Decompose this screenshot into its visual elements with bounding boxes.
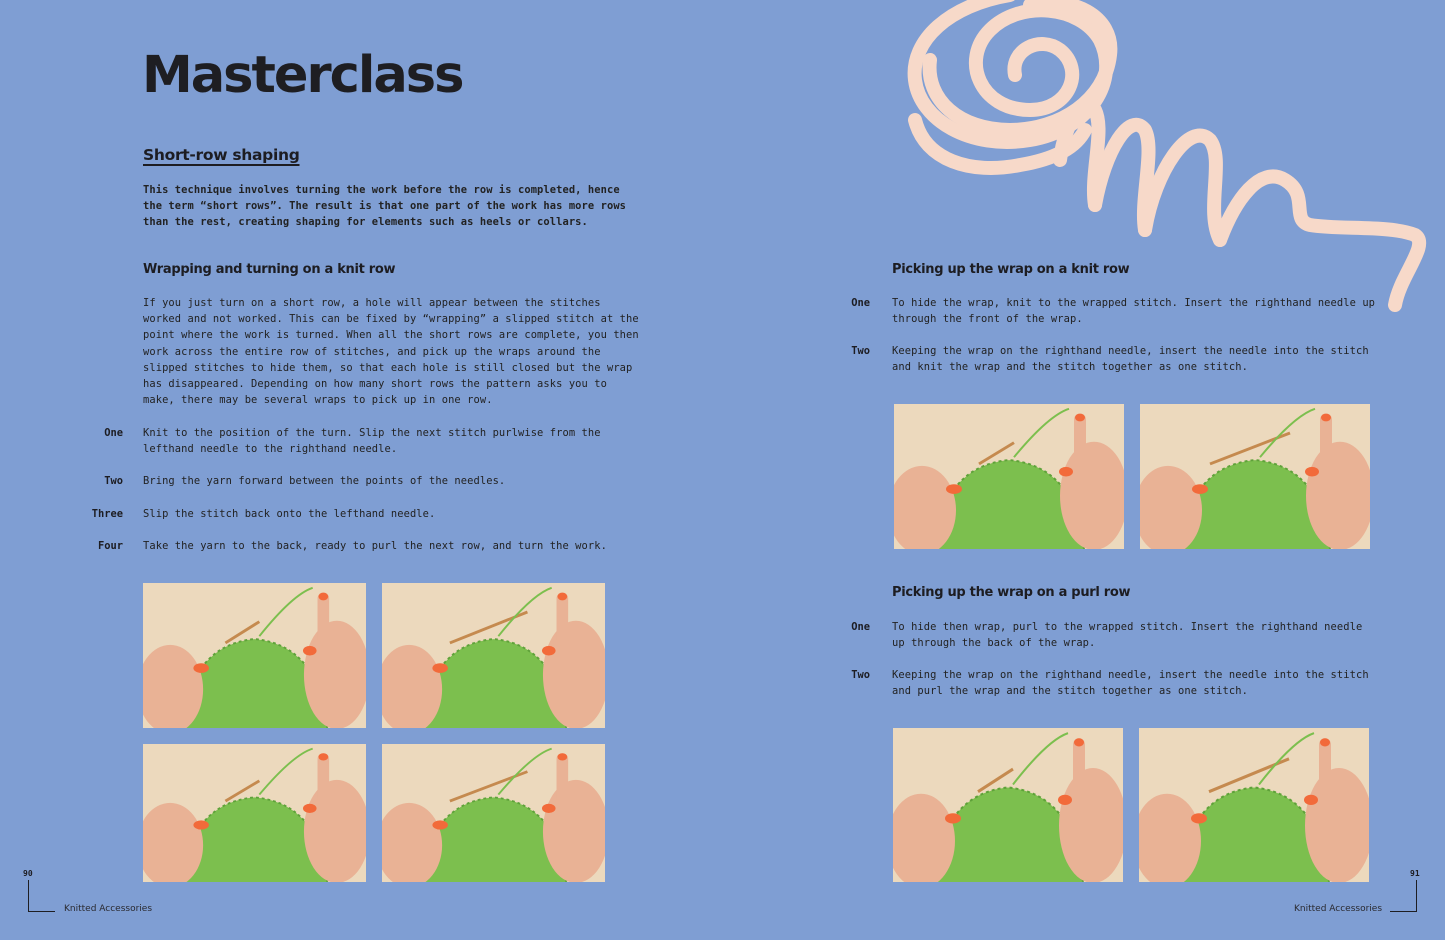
page-number: 91 (1410, 869, 1420, 878)
knitting-photo (143, 583, 366, 728)
heading-knit-row-pickup: Picking up the wrap on a knit row (892, 262, 1130, 277)
knitting-photo (893, 728, 1123, 882)
step-text: To hide then wrap, purl to the wrapped stitch. Insert the righthand needle up through the back of the wrap. (892, 621, 1363, 650)
knitting-photo (1140, 404, 1370, 549)
body-paragraph: If you just turn on a short row, a hole will appear between the stitches worked and not worked. This can be fixed by “wrapping” a slipped stitch at the point where the work is turned. When all the short rows are complete, you then work across the entire row of stitches, and pick up the wraps around the slipped stitches to hide them, so that each hole is still closed but the wrap has disappeared. Depending on how many short rows the pattern asks you to make, there may be several wraps to pick up in one row. (143, 297, 639, 407)
step-text: Knit to the position of the turn. Slip the next stitch purlwise from the lefthand needle to the righthand needle. (143, 427, 601, 456)
step-label: One (104, 427, 123, 439)
knitting-photo (382, 744, 605, 882)
footer-bracket (28, 880, 55, 912)
step-text: Keeping the wrap on the righthand needle, insert the needle into the stitch and knit the wrap and the stitch together as one stitch. (892, 345, 1369, 374)
step-label: Two (851, 345, 870, 357)
page-title: Masterclass (142, 46, 463, 105)
intro-paragraph: This technique involves turning the work before the row is completed, hence the term “short rows”. The result is that one part of the work has more rows than the rest, creating shaping for elements such as heels or collars. (143, 184, 627, 229)
step-text: To hide the wrap, knit to the wrapped stitch. Insert the righthand needle up through the front of the wrap. (892, 297, 1376, 326)
step-text: Take the yarn to the back, ready to purl the next row, and turn the work. (143, 540, 607, 552)
page-number: 90 (23, 869, 33, 878)
footer-book-title: Knitted Accessories (64, 904, 153, 914)
step-label: One (851, 621, 870, 633)
step-label: Four (97, 540, 123, 552)
step-text: Slip the stitch back onto the lefthand needle. (143, 508, 436, 520)
step-label: Three (91, 508, 123, 520)
footer-book-title: Knitted Accessories (1294, 904, 1383, 914)
knitting-photo (382, 583, 605, 728)
step-text: Bring the yarn forward between the points of the needles. (143, 475, 506, 487)
section-title: Short-row shaping (143, 146, 300, 164)
step-label: One (851, 297, 870, 309)
subheading-knit-row: Wrapping and turning on a knit row (143, 262, 396, 277)
step-text: Keeping the wrap on the righthand needle, insert the needle into the stitch and purl the wrap and the stitch together as one stitch. (892, 669, 1369, 698)
knitting-photo (1139, 728, 1369, 882)
step-label: Two (851, 669, 870, 681)
step-label: Two (104, 475, 123, 487)
knitting-photo (143, 744, 366, 882)
footer-bracket (1390, 880, 1417, 912)
knitting-photo (894, 404, 1124, 549)
heading-purl-row-pickup: Picking up the wrap on a purl row (892, 585, 1131, 600)
